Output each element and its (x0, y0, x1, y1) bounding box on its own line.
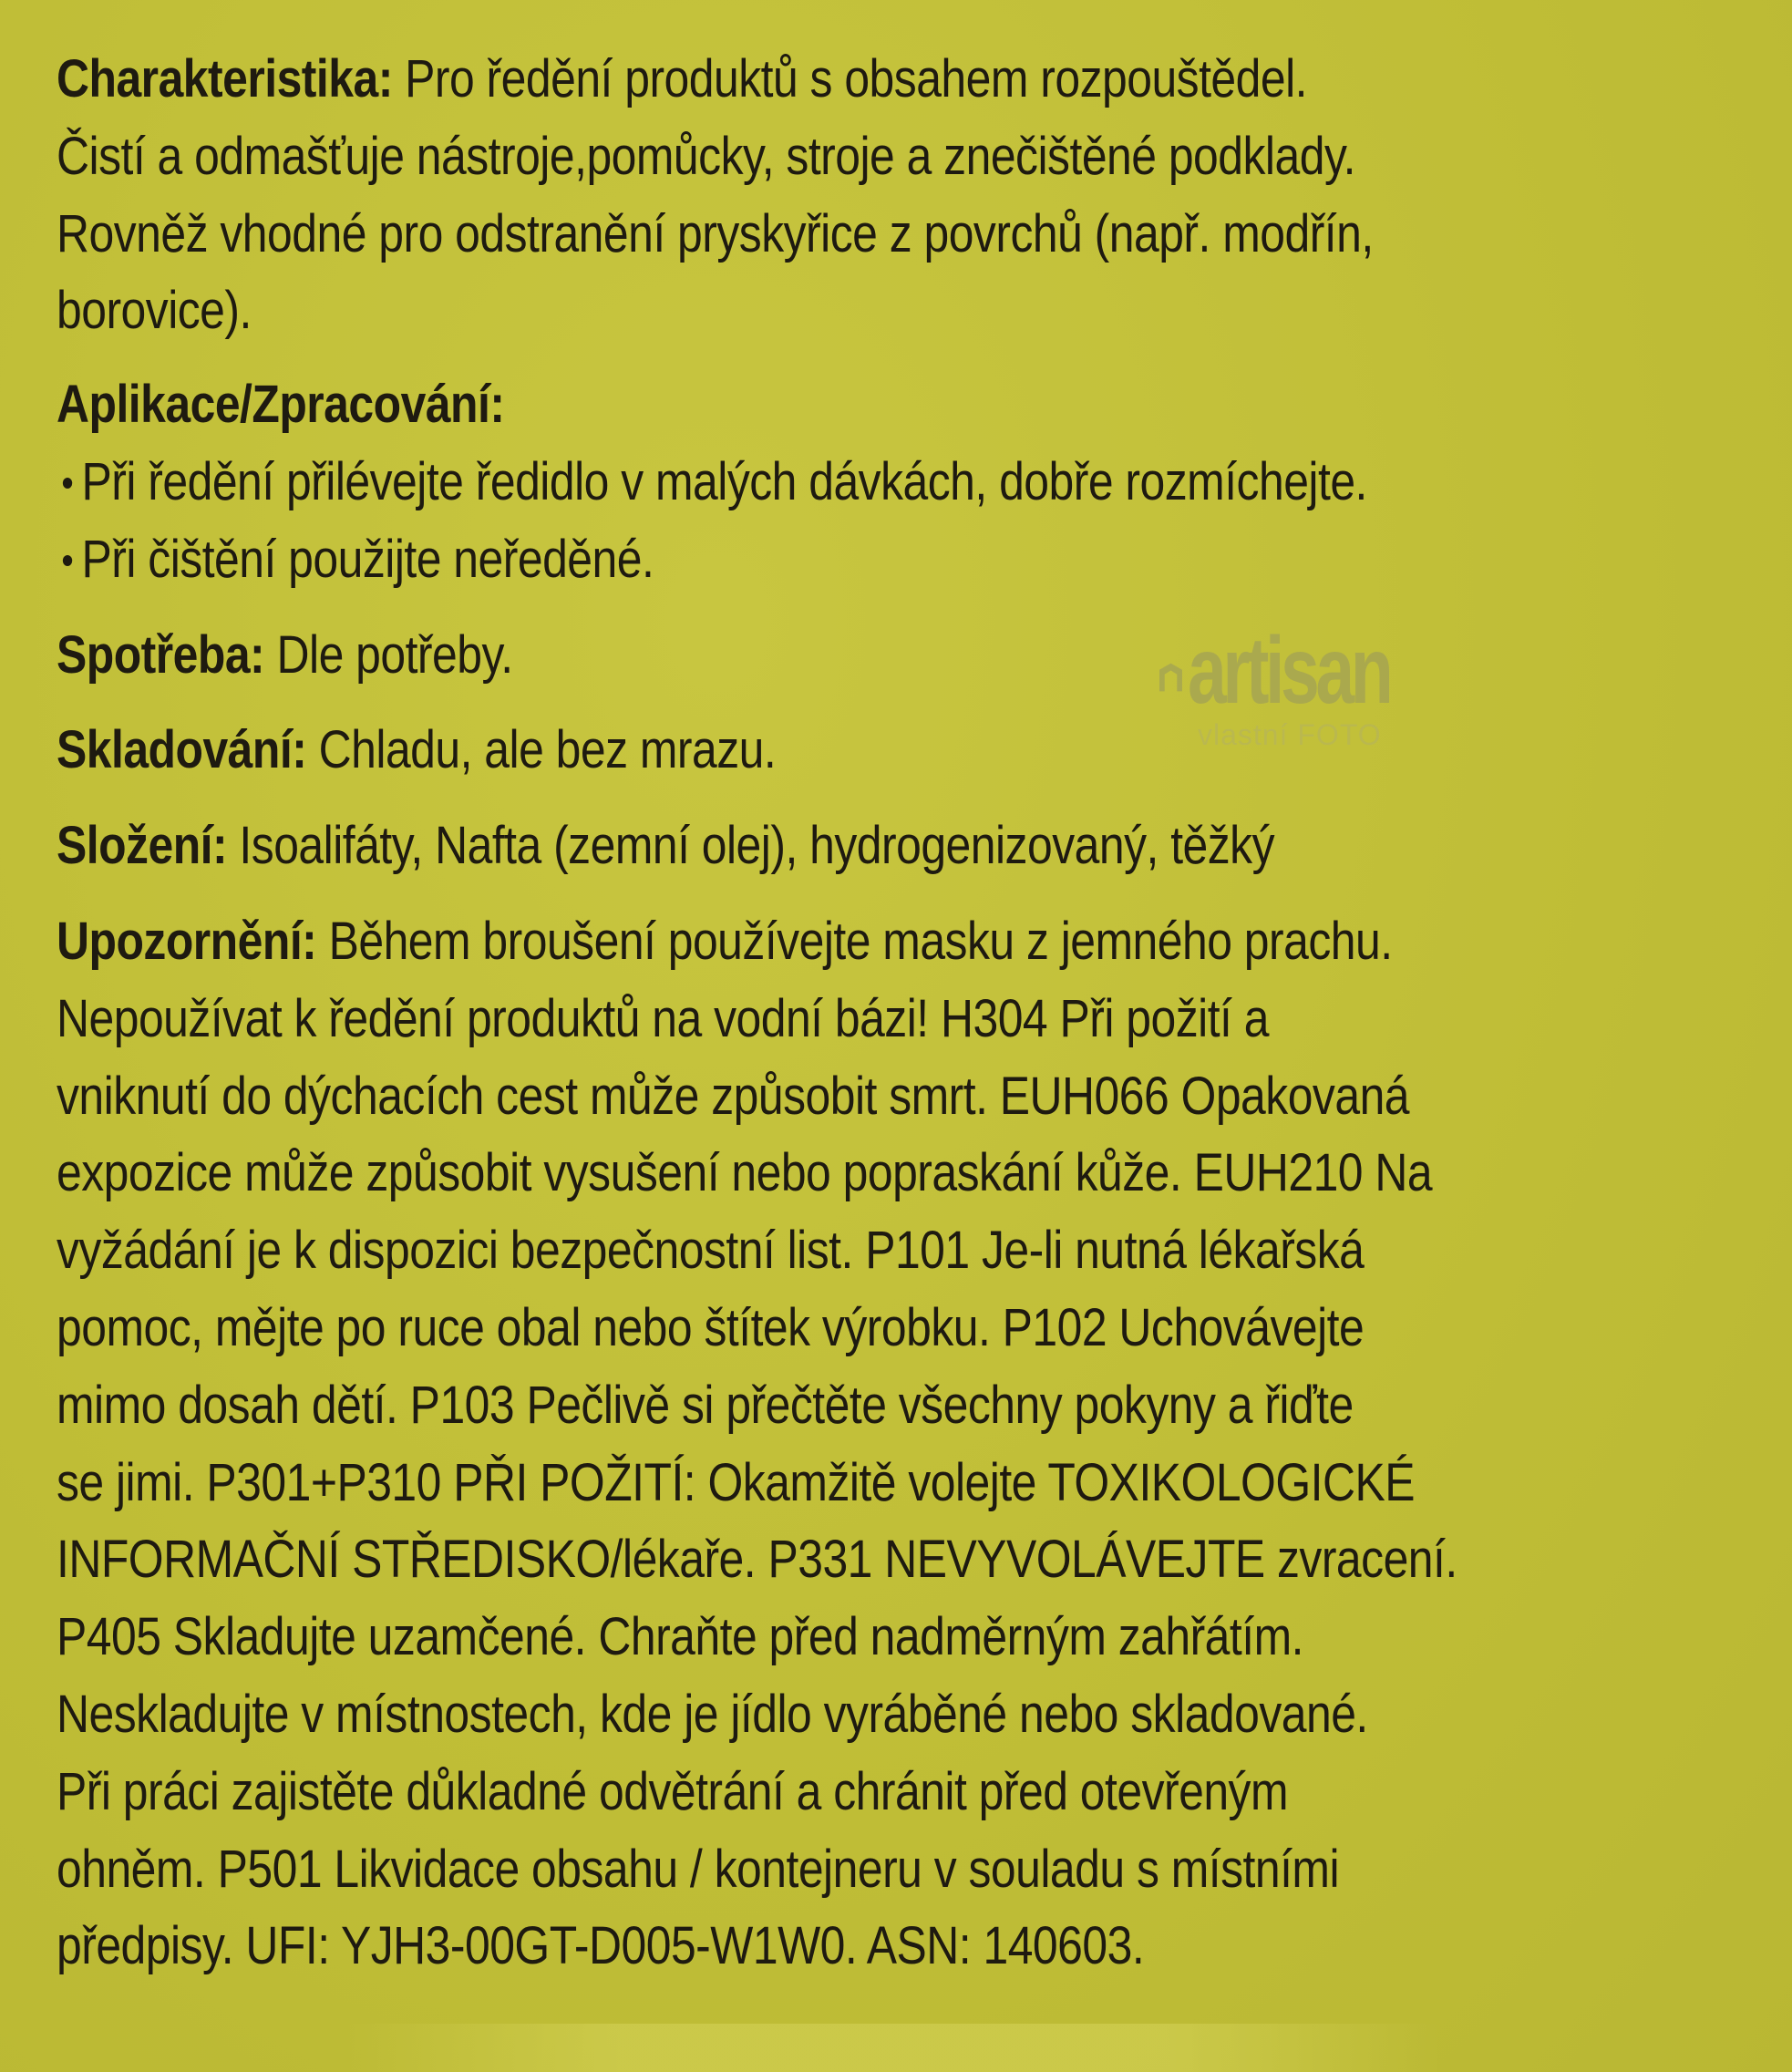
roof-icon (1159, 638, 1182, 716)
upozorneni-line-9: INFORMAČNÍ STŘEDISKO/lékaře. P331 NEVYVOLÁVEJTE zvracení. (57, 1530, 1457, 1590)
bullet-dot-icon (63, 478, 72, 489)
section-aplikace (57, 366, 1750, 598)
upozorneni-line-8: se jimi. P301+P310 PŘI POŽITÍ: Okamžitě volejte TOXIKOLOGICKÉ (57, 1452, 1415, 1512)
bullet-dot-icon (63, 555, 72, 566)
aplikace-bullet-2-text: Při čištění použijte neředěné. (81, 529, 654, 589)
charakteristika-line-1 (57, 41, 1750, 119)
artisan-watermark (1159, 616, 1460, 762)
section-upozorneni (57, 903, 1750, 1985)
upozorneni-line-12: Při práci zajistěte důkladné odvětrání a chránit před otevřeným (57, 1761, 1289, 1821)
upozorneni-line-10: P405 Skladujte uzamčené. Chraňte před nadměrným zahřátím. (57, 1607, 1303, 1667)
bottom-label-edge (346, 2024, 1440, 2072)
slozeni-heading: Složení: (57, 816, 228, 876)
skladovani-text: Chladu, ale bez mrazu. (306, 720, 777, 780)
aplikace-bullet-1 (57, 444, 1750, 521)
product-label-text (57, 41, 1770, 1985)
upozorneni-line-6: pomoc, mějte po ruce obal nebo štítek výrobku. P102 Uchovávejte (57, 1297, 1365, 1357)
upozorneni-line-5: vyžádání je k dispozici bezpečnostní list. P101 Je-li nutná lékařská (57, 1221, 1365, 1281)
charakteristika-line-4: borovice). (57, 281, 252, 341)
watermark-logo (1159, 616, 1460, 724)
upozorneni-line-4: expozice může způsobit vysušení nebo popraskání kůže. EUH210 Na (57, 1143, 1433, 1203)
upozorneni-line-3: vniknutí do dýchacích cest může způsobit smrt. EUH066 Opakovaná (57, 1066, 1410, 1126)
section-slozeni (57, 808, 1750, 885)
watermark-subtitle: vlastní FOTO (1198, 718, 1382, 751)
upozorneni-line-14: předpisy. UFI: YJH3-00GT-D005-W1W0. ASN: 140603. (57, 1916, 1145, 1976)
charakteristika-heading: Charakteristika: (57, 49, 393, 108)
aplikace-heading: Aplikace/Zpracování: (57, 375, 505, 435)
charakteristika-line-2: Čistí a odmašťuje nástroje,pomůcky, stroje a znečištěné podklady. (57, 126, 1356, 186)
upozorneni-line-11: Neskladujte v místnostech, kde je jídlo vyráběné nebo skladované. (57, 1684, 1368, 1744)
upozorneni-line-7: mimo dosah dětí. P103 Pečlivě si přečtěte všechny pokyny a řiďte (57, 1375, 1354, 1435)
section-charakteristika (57, 41, 1750, 350)
aplikace-bullet-1-text: Při ředění přilévejte ředidlo v malých dávkách, dobře rozmíchejte. (81, 451, 1367, 511)
skladovani-heading: Skladování: (57, 720, 307, 780)
upozorneni-line-2: Nepoužívat k ředění produktů na vodní bázi! H304 Při požití a (57, 988, 1269, 1048)
upozorneni-line-13: ohněm. P501 Likvidace obsahu / kontejneru v souladu s místními (57, 1839, 1340, 1899)
upozorneni-line-1: Během broušení používejte masku z jemného prachu. (316, 911, 1393, 971)
upozorneni-heading: Upozornění: (57, 911, 317, 971)
aplikace-bullet-2 (57, 521, 1750, 599)
charakteristika-text: Pro ředění produktů s obsahem rozpouštědel. (392, 49, 1308, 108)
spotreba-text: Dle potřeby. (264, 624, 513, 685)
watermark-brand: artisan (1187, 618, 1390, 724)
section-skladovani (57, 712, 1750, 789)
charakteristika-line-3: Rovněž vhodné pro odstranění pryskyřice z povrchů (např. modřín, (57, 203, 1374, 263)
slozeni-text: Isoalifáty, Nafta (zemní olej), hydrogenizovaný, těžký (227, 816, 1275, 876)
section-spotreba (57, 617, 1750, 695)
spotreba-heading: Spotřeba: (57, 624, 265, 685)
